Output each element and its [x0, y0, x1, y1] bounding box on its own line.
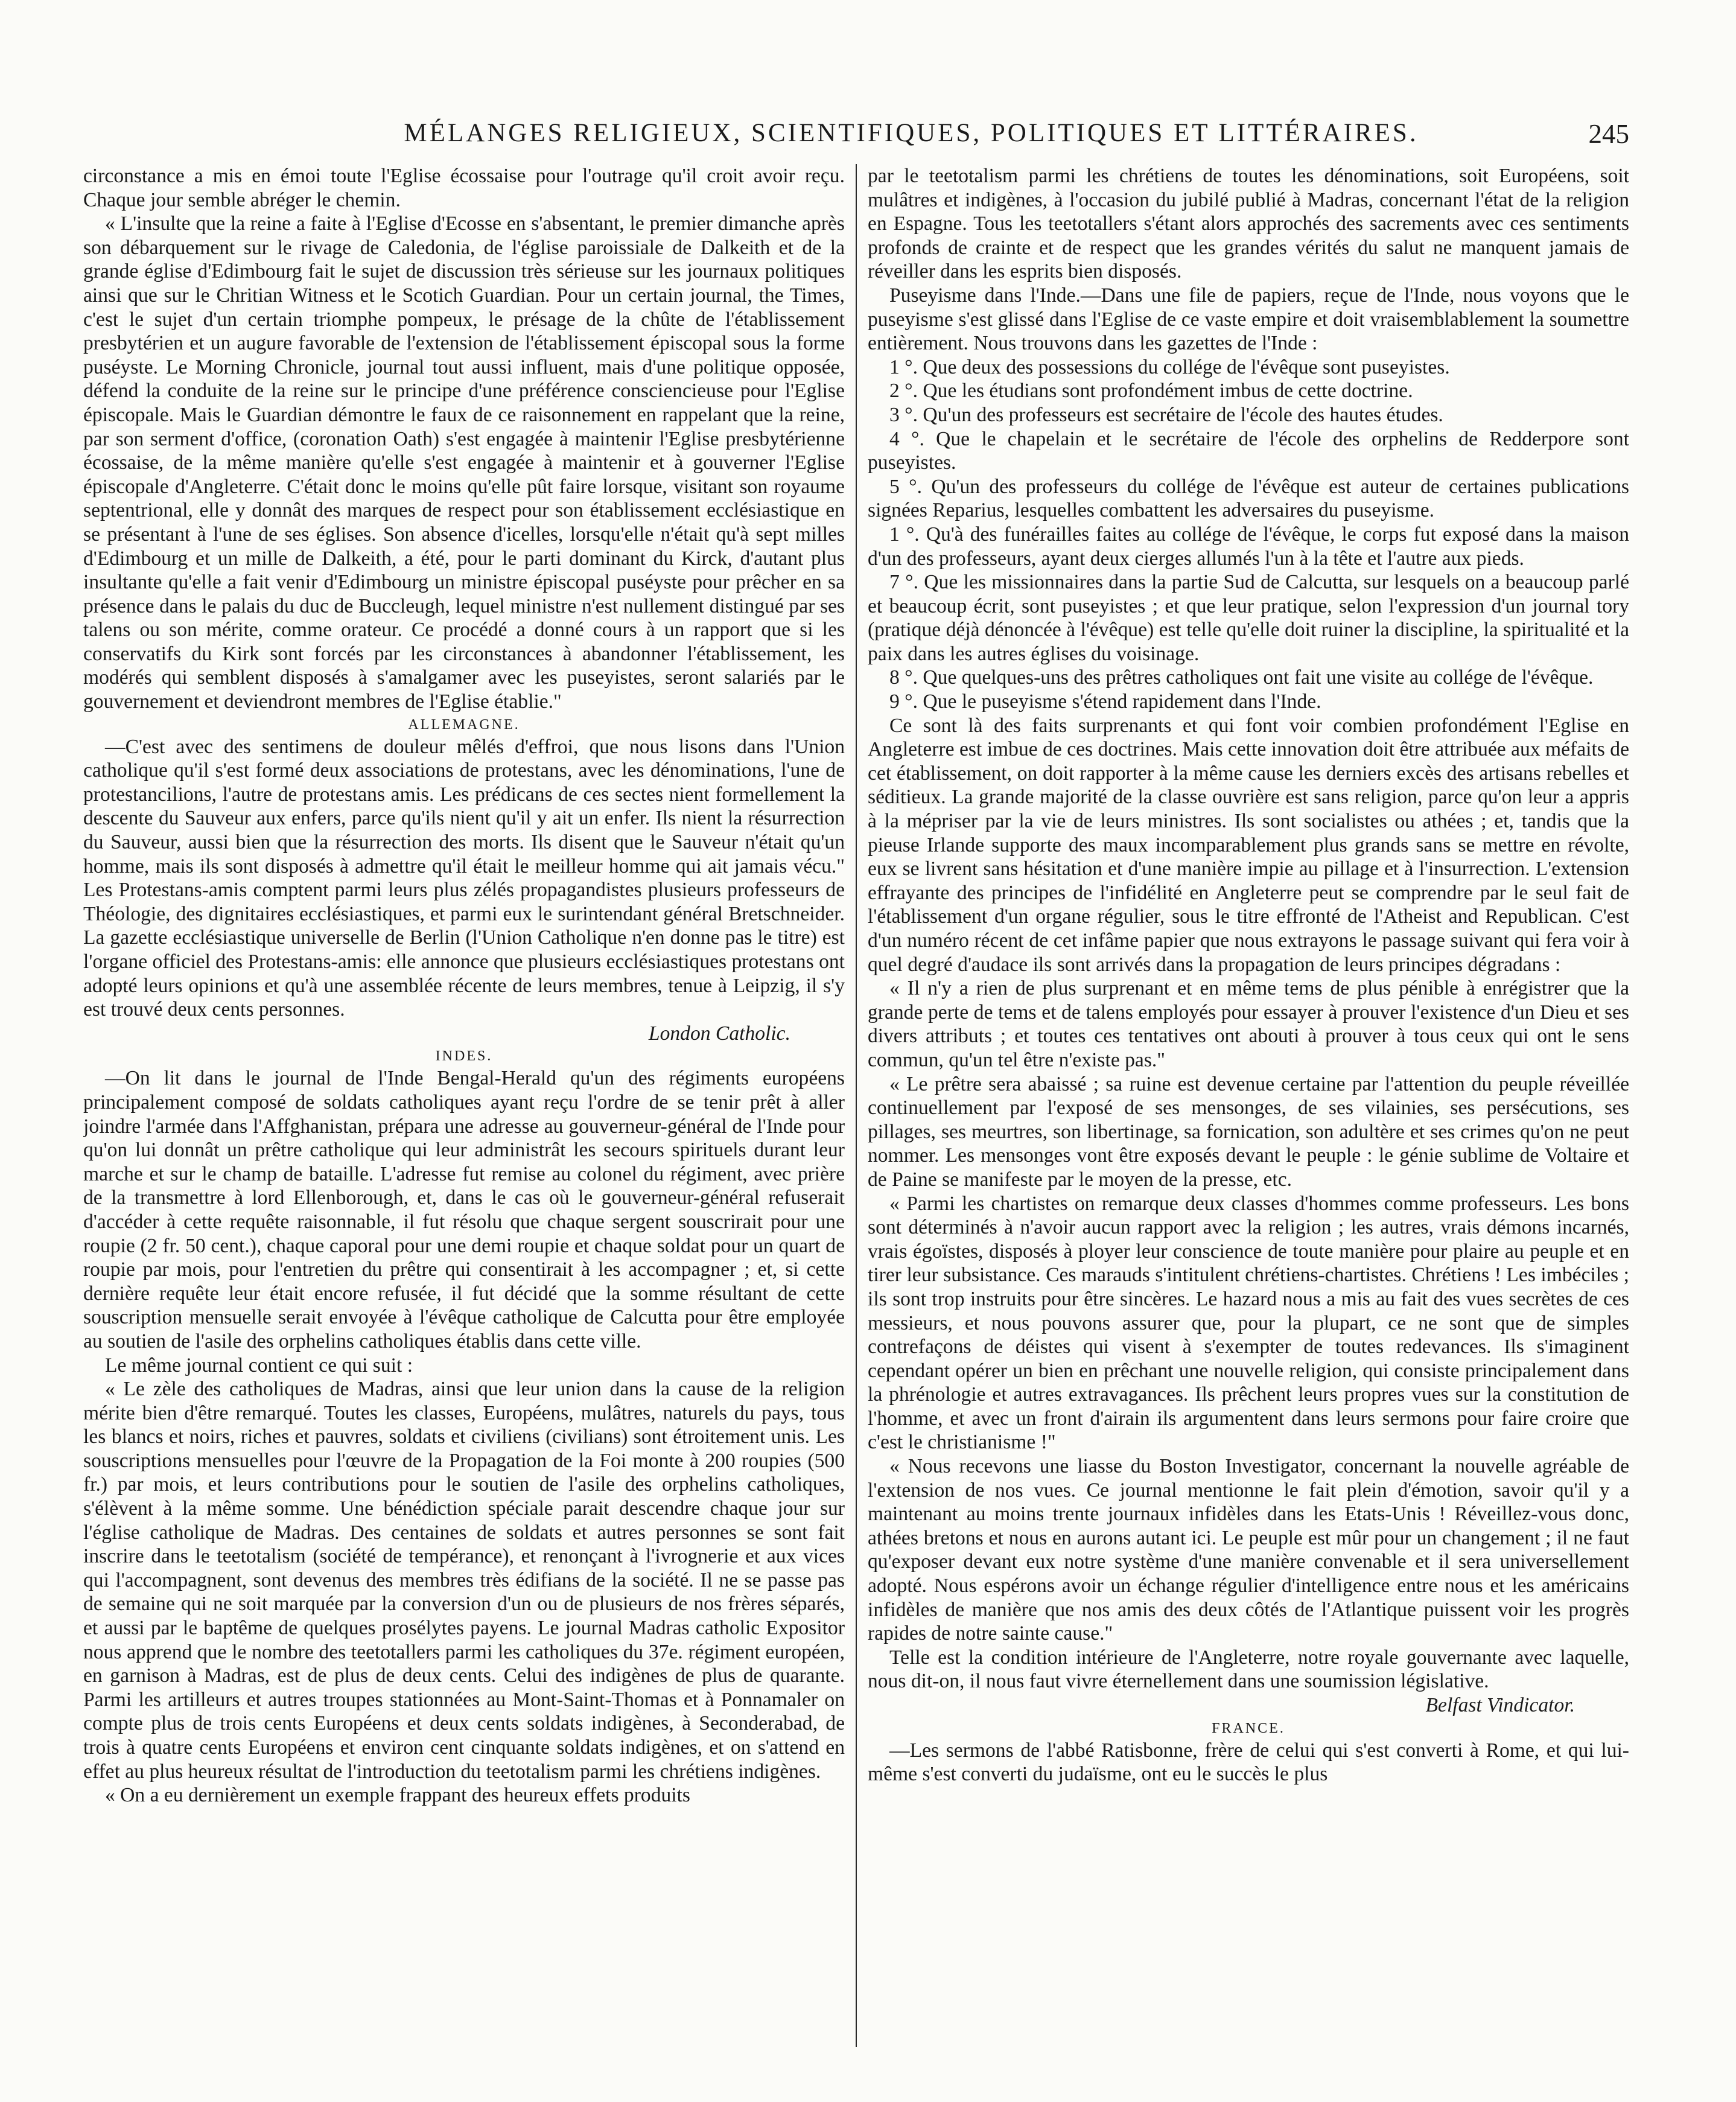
paragraph: « On a eu dernièrement un exemple frappant des heureux effets produits: [105, 1784, 690, 1807]
paragraph: Puseyisme dans l'Inde.—Dans une file de papiers, reçue de l'Inde, nous voyons que le puseyisme s'est glissé dans l'Eglise de ce vaste empire et doit vraisemblablement la soumettre entièrement. Nous trouvons dans les gazettes de l'Inde :: [868, 284, 1629, 355]
page-number: 245: [1588, 119, 1629, 149]
list-item: 1 °. Que deux des possessions du collége de l'évêque sont puseyistes.: [889, 355, 1450, 378]
left-column: [83, 164, 845, 2077]
paragraph: —C'est avec des sentimens de douleur mêlés d'effroi, que nous lisons dans l'Union catholique qu'il s'est formé deux associations de protestans, avec les dénominations, l'une de protestancilions, l'autre de protestans amis. Les prédicans de ces sectes nient formellement la descente du Sauveur aux enfers, parce qu'ils nient qu'il y ait un enfer. Ils nient la résurrection du Sauveur, aussi bien que la résurrection des morts. Ils disent que le Sauveur n'était qu'un homme, mais ils sont disposés à admettre qu'il était le meilleur homme qui ait jamais vécu." Les Protestans-amis comptent parmi leurs plus zélés propagandistes plusieurs professeurs de Théologie, des dignitaires ecclésiastiques, et parmi eux le surintendant général Bretschneider. La gazette ecclésiastique universelle de Berlin (l'Union Catholique n'en donne pas le titre) est l'organe officiel des Protestans-amis: elle annonce que plusieurs ecclésiastiques protestans ont adopté leurs opinions et qu'à une assemblée récente de leurs membres, tenue à Leipzig, il s'y est trouvé deux cents personnes.: [83, 735, 845, 1021]
section-heading-allemagne: ALLEMAGNE.: [408, 716, 520, 733]
list-item: 2 °. Que les étudians sont profondément imbus de cette doctrine.: [889, 380, 1413, 403]
running-header: [84, 118, 1629, 154]
paragraph: « Le zèle des catholiques de Madras, ainsi que leur union dans la cause de la religion mérite bien d'être remarqué. Toutes les classes, Européens, mulâtres, naturels du pays, tous les blancs et noirs, riches et pauvres, soldats et civiliens (civilians) sont étroitement unis. Les souscriptions mensuelles pour l'œuvre de la Propagation de la Foi monte à 200 roupies (500 fr.) par mois, et leurs contributions pour le soutien de l'asile des orphelins catholiques, s'élèvent à la même somme. Une bénédiction spéciale parait descendre chaque jour sur l'église catholique de Madras. Des centaines de soldats et autres personnes se sont fait inscrire dans le teetotalism (société de tempérance), et renonçant à l'ivrognerie et aux vices qui l'accompagnent, sont devenus des membres très édifians de la société. Il ne se passe pas de semaine qui ne soit marquée par la conversion d'un ou de plusieurs de nos frères séparés, et aussi par le baptême de quelques prosélytes payens. Le journal Madras catholic Expositor nous apprend que le nombre des teetotallers parmi les catholiques du 37e. régiment européen, en garnison à Madras, est de plus de deux cents. Celui des indigènes de plus de quarante. Parmi les artilleurs et autres troupes stationnées au Mont-Saint-Thomas et à Ponnamaler on compte plus de trois cents Européens et deux cents soldats indigènes, à Seconderabad, de trois à quatre cents Européens et environ cent cinquante soldats indigènes, et on s'attend en effet au plus heureux résultat de l'introduction du teetotalism parmi les chrétiens indigènes.: [83, 1378, 845, 1783]
paragraph: —On lit dans le journal de l'Inde Bengal-Herald qu'un des régiments européens principalement composé de soldats catholiques ayant reçu l'ordre de se tenir prêt à aller joindre l'armée dans l'Affghanistan, prépara une adresse au gouverneur-général de l'Inde pour qu'on lui donnât un prêtre catholique qui leur administrât les secours spirituels durant leur marche et sur le champ de bataille. L'adresse fut remise au colonel du régiment, avec prière de la transmettre à lord Ellenborough, et, dans le cas où le gouverneur-général refuserait d'accéder à cette requête raisonnable, il fut résolu que chaque sergent souscrirait pour une roupie (2 fr. 50 cent.), chaque caporal pour une demi roupie et chaque soldat pour un quart de roupie par mois, pour l'entretien du prêtre qui consentirait à les accompagner ; et, si cette dernière requête leur était encore refusée, il fut décidé que la somme résultant de cette souscription mensuelle serait envoyée à l'évêque catholique de Calcutta pour être employée au soutien de l'asile des orphelins catholiques établis dans cette ville.: [83, 1067, 845, 1352]
list-item: 7 °. Que les missionnaires dans la partie Sud de Calcutta, sur lesquels on a beaucoup parlé et beaucoup écrit, sont puseyistes ; et que leur pratique, selon l'expression d'un journal tory (pratique déjà dénoncée à l'évêque) est telle qu'elle doit ruiner la discipline, la spiritualité et la paix dans les autres églises du voisinage.: [868, 571, 1629, 665]
list-item: 5 °. Qu'un des professeurs du collége de l'évêque est auteur de certaines publications signées Reparius, lesquelles combattent les adversaires du puseyisme.: [868, 475, 1629, 522]
paragraph: Ce sont là des faits surprenants et qui font voir combien profondément l'Eglise en Angleterre est imbue de ces doctrines. Mais cette innovation doit être attribuée aux méfaits de cet établissement, on doit rapporter à la même cause les derniers excès des artisans rebelles et séditieux. La grande majorité de la classe ouvrière est sans religion, parce qu'on leur a appris à la mépriser par la vie de leurs ministres. Ils sont socialistes ou athées ; et, tandis que la pieuse Irlande supporte des maux incomparablement plus grands sans se mettre en révolte, eux se livrent sans hésitation et d'une manière impie au pillage et à l'insurrection. L'extension effrayante des principes de l'infidélité en Angleterre peut se comprendre par le seul fait de l'établissement d'un organe régulier, sous le titre effronté de l'Atheist and Republican. C'est d'un numéro récent de cet infâme papier que nous extrayons le passage suivant qui fera voir à quel degré d'audace ils sont arrivés dans la propagation de leurs principes dégradans :: [868, 714, 1629, 976]
list-item: 9 °. Que le puseyisme s'étend rapidement dans l'Inde.: [889, 690, 1321, 713]
source-signature: Belfast Vindicator.: [1425, 1694, 1575, 1716]
paragraph: Le même journal contient ce qui suit :: [105, 1354, 413, 1377]
source-signature: London Catholic.: [648, 1022, 790, 1045]
paragraph: circonstance a mis en émoi toute l'Eglise écossaise pour l'outrage qu'il croit avoir reçu. Chaque jour semble abréger le chemin.: [83, 165, 845, 211]
list-item: 4 °. Que le chapelain et le secrétaire de l'école des orphelins de Redderpore sont puseyistes.: [868, 427, 1629, 474]
running-title: MÉLANGES RELIGIEUX, SCIENTIFIQUES, POLITIQUES ET LITTÉRAIRES.: [404, 119, 1419, 147]
quote-paragraph: « Il n'y a rien de plus surprenant et en même tems de plus pénible à enrégistrer que la grande perte de tems et de talens employés pour essayer à prouver l'existence d'un Dieu et ses divers attributs ; et toutes ces tentatives ont abouti à prouver à tous ceux qui ont le sens commun, qu'un tel être n'existe pas.": [868, 977, 1629, 1071]
quote-paragraph: « Le prêtre sera abaissé ; sa ruine est devenue certaine par l'attention du peuple réveillée continuellement par l'exposé de ses mensonges, de ses vilainies, ses persécutions, ses pillages, ses meurtres, son libertinage, sa fornication, son adultère et ses crimes qu'on ne peut nommer. Les mensonges vont être exposés devant le peuple : le génie sublime de Voltaire et de Paine se manifeste par le moyen de la presse, etc.: [868, 1072, 1629, 1191]
quote-paragraph: « Parmi les chartistes on remarque deux classes d'hommes comme professeurs. Les bons sont déterminés à n'avoir aucun rapport avec la religion ; les autres, vrais démons incarnés, vrais égoïstes, disposés à ployer leur conscience de toute manière pour plaire au peuple et en tirer leur subsistance. Ces marauds s'intitulent chrétiens-chartistes. Chrétiens ! Les imbéciles ; ils sont trop instruits pour être sincères. Le hazard nous a mis au fait des vues secrètes de ces messieurs, et nous pouvons assurer que, pour la plupart, ce ne sont que de simples contrefaçons de déistes qui visent à s'exempter de toutes redevances. Ils s'imaginent cependant opérer un bien en prêchant une nouvelle religion, qui consiste principalement dans la phrénologie et autres extravagances. Ils prêchent leurs propres vues sur la constitution de l'homme, et avec un front d'airain ils argumentent dans leurs sermons pour faire croire que c'est le christianisme !": [868, 1192, 1629, 1454]
paragraph: Telle est la condition intérieure de l'Angleterre, notre royale gouvernante avec laquelle, nous dit-on, il nous faut vivre éternellement dans une soumission législative.: [868, 1646, 1629, 1693]
right-column: [868, 164, 1629, 2077]
list-item: 8 °. Que quelques-uns des prêtres catholiques ont fait une visite au collége de l'évêque.: [889, 666, 1594, 689]
paragraph: —Les sermons de l'abbé Ratisbonne, frère de celui qui s'est converti à Rome, et qui lui-même s'est converti du judaïsme, ont eu le succès le plus: [868, 1739, 1629, 1786]
paragraph: « L'insulte que la reine a faite à l'Eglise d'Ecosse en s'absentant, le premier dimanche après son débarquement sur le rivage de Caledonia, de l'église paroissiale de Dalkeith et de la grande église d'Edimbourg fait le sujet de discussion très sérieuse sur les journaux politiques ainsi que sur le Chritian Witness et le Scotich Guardian. Pour un certain journal, the Times, c'est le sujet d'un certain triomphe pompeux, le présage de la chûte de l'établissement presbytérien et un augure favorable de l'extension de l'établissement épiscopal sous la forme puséyste. Le Morning Chronicle, journal tout aussi influent, mais d'une politique opposée, défend la conduite de la reine sur le principe d'une préférence consciencieuse pour l'Eglise épiscopale. Mais le Guardian démontre le faux de ce raisonnement en rappelant que la reine, par son serment d'office, (coronation Oath) s'est engagée à maintenir l'Eglise presbytérienne écossaise, de la même manière qu'elle s'est engagée à maintenir et à gouverner l'Eglise épiscopale d'Angleterre. C'était donc le moins qu'elle pût faire lorsque, visitant son royaume septentrional, elle y donnât des marques de respect pour son établissement ecclésiastique en se présentant à l'une de ses églises. Son absence d'icelles, lorsqu'elle n'était qu'à sept milles d'Edimbourg et un mille de Dalkeith, a été, pour le parti dominant du Kirck, d'autant plus insultante qu'elle a fait venir d'Edimbourg un ministre épiscopal puséyste pour prêcher en sa présence dans le palais du duc de Buccleugh, lequel ministre n'est nullement distingué par ses talens ou son mérite, comme orateur. Ce procédé a donné cours à un rapport que si les conservatifs du Kirk sont forcés par les circonstances à abandonner l'établissement, les modérés qui semblent disposés à s'amalgamer avec les puseyistes, seront salariés par le gouvernement et deviendront membres de l'Eglise établie.": [83, 212, 845, 713]
paragraph: par le teetotalism parmi les chrétiens de toutes les dénominations, soit Européens, soit mulâtres et indigènes, à l'occasion du jubilé publié à Madras, concernant l'état de la religion en Espagne. Tous les teetotallers s'étant alors approchés des sacrements avec ces sentiments profonds de crainte et de respect que les grandes vérités du salut ne manquent jamais de réveiller dans les esprits bien disposés.: [868, 165, 1629, 283]
list-item: 3 °. Qu'un des professeurs est secrétaire de l'école des hautes études.: [889, 403, 1443, 426]
column-divider: [856, 164, 857, 2047]
quote-paragraph: « Nous recevons une liasse du Boston Investigator, concernant la nouvelle agréable de l'extension de nos vues. Ce journal mentionne le fait plein d'émotion, savoir qu'il y a maintenant au moins trente journaux infidèles dans les Etats-Unis ! Réveillez-vous donc, athées bretons et nous en aurons autant ici. Le peuple est mûr pour un changement ; il ne faut qu'exposer devant eux notre système d'une manière convenable et il sera universellement adopté. Nous espérons avoir un échange régulier d'intelligence entre nous et les américains infidèles de manière que nos amis des deux côtés de l'Atlantique puissent voir les progrès rapides de notre sainte cause.": [868, 1455, 1629, 1645]
list-item: 1 °. Qu'à des funérailles faites au collége de l'évêque, le corps fut exposé dans la maison d'un des professeurs, ayant deux cierges allumés l'un à la tête et l'autre aux pieds.: [868, 523, 1629, 570]
section-heading-indes: INDES.: [435, 1048, 493, 1065]
section-heading-france: FRANCE.: [1212, 1720, 1285, 1736]
